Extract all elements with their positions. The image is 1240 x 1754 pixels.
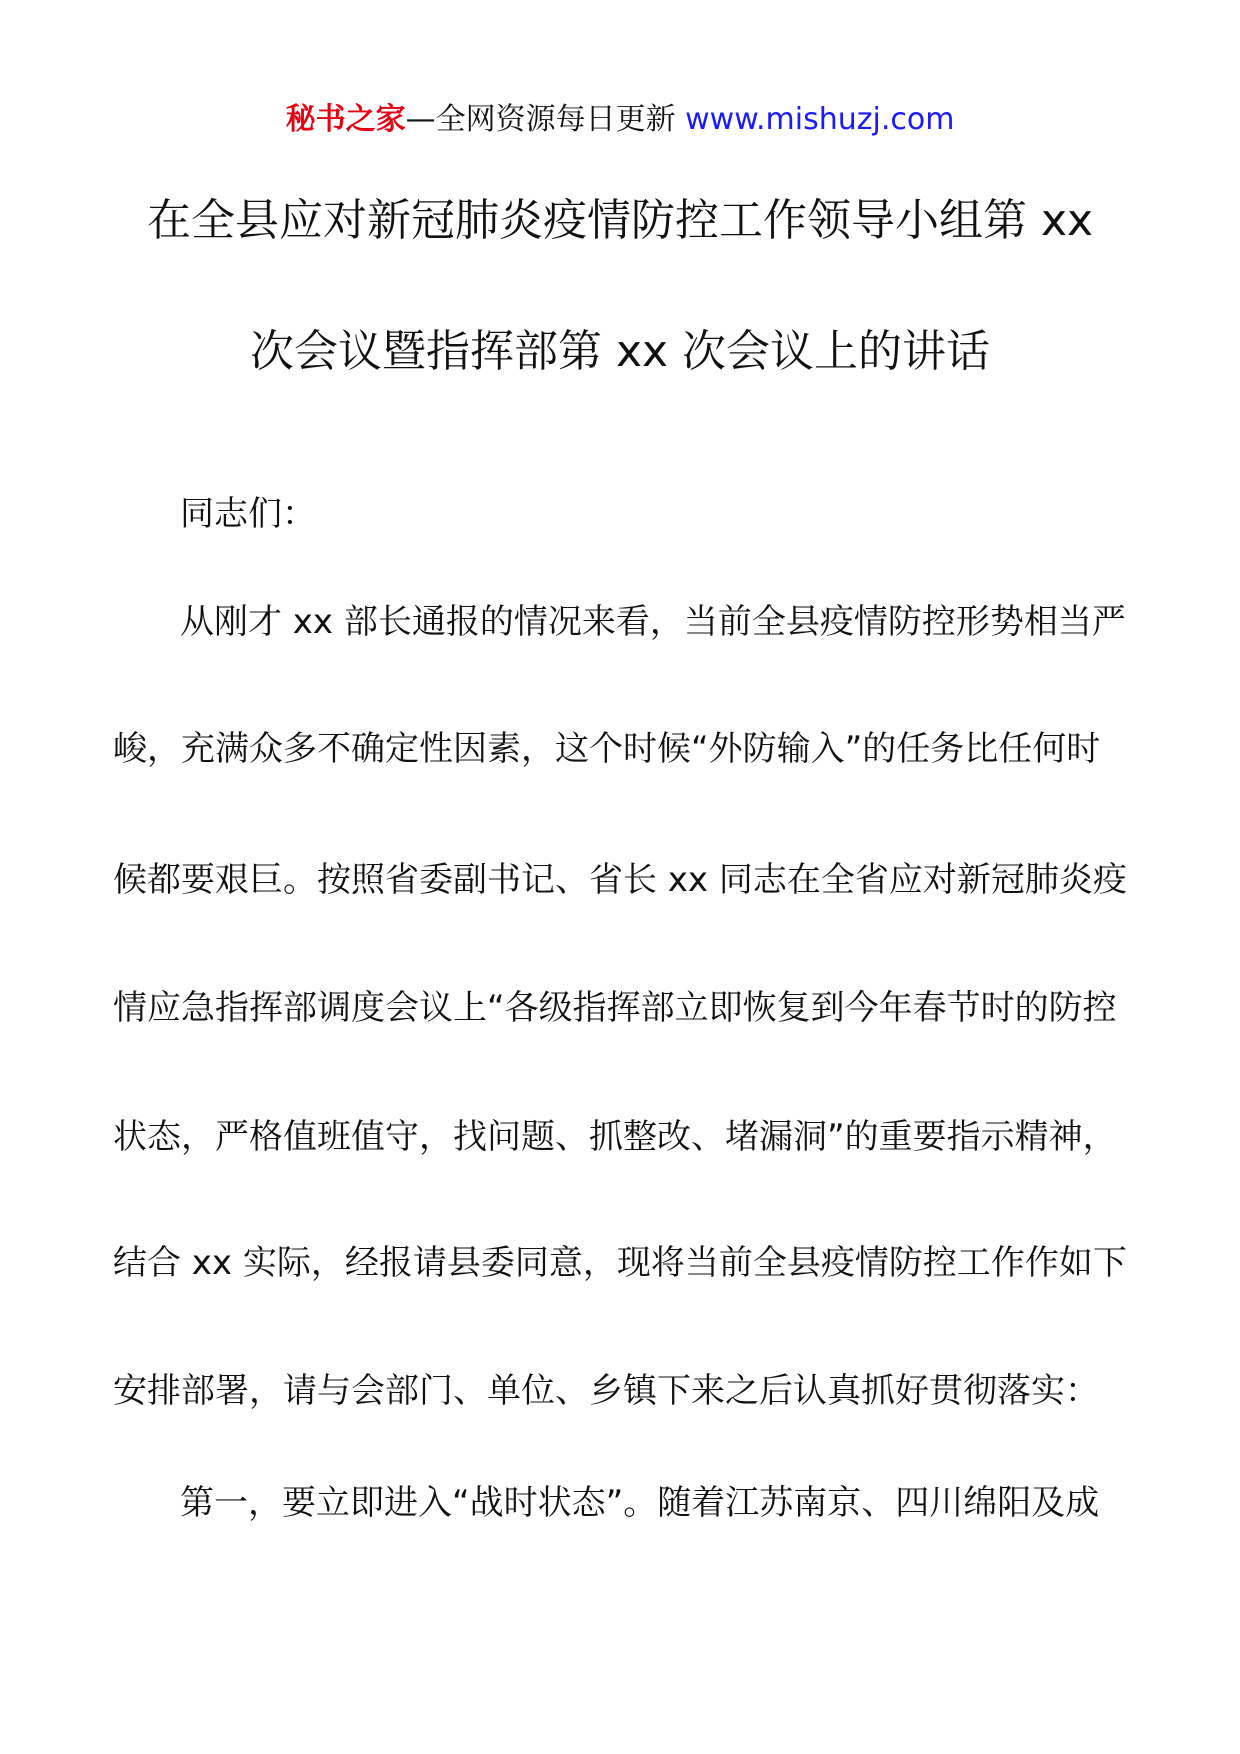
site-brand: 秘书之家 — [285, 102, 406, 137]
paragraph-line: 第一，要立即进入“战时状态”。随着江苏南京、四川绵阳及成 — [180, 1483, 1100, 1523]
paragraph-line: 峻，充满众多不确定性因素，这个时候“外防输入”的任务比任何时 — [113, 729, 1101, 769]
paragraph-line: 状态，严格值班值守，找问题、抓整改、堵漏洞”的重要指示精神， — [113, 1117, 1117, 1157]
paragraph-line: 候都要艰巨。按照省委副书记、省长 xx 同志在全省应对新冠肺炎疫 — [113, 860, 1127, 900]
paragraph-line: 结合 xx 实际，经报请县委同意，现将当前全县疫情防控工作作如下 — [113, 1243, 1127, 1283]
salutation: 同志们： — [180, 494, 316, 534]
site-tagline: —全网资源每日更新 — [405, 102, 686, 137]
document-title-line-2: 次会议暨指挥部第 xx 次会议上的讲话 — [249, 326, 991, 377]
paragraph-line: 情应急指挥部调度会议上“各级指挥部立即恢复到今年春节时的防控 — [113, 988, 1117, 1028]
document-title-line-1: 在全县应对新冠肺炎疫情防控工作领导小组第 xx — [146, 195, 1094, 246]
paragraph-line: 从刚才 xx 部长通报的情况来看，当前全县疫情防控形势相当严 — [180, 602, 1126, 642]
paragraph-line: 安排部署，请与会部门、单位、乡镇下来之后认真抓好贯彻落实： — [113, 1371, 1099, 1411]
site-url-link[interactable]: www.mishuzj.com — [685, 102, 955, 137]
site-header — [0, 100, 1240, 140]
